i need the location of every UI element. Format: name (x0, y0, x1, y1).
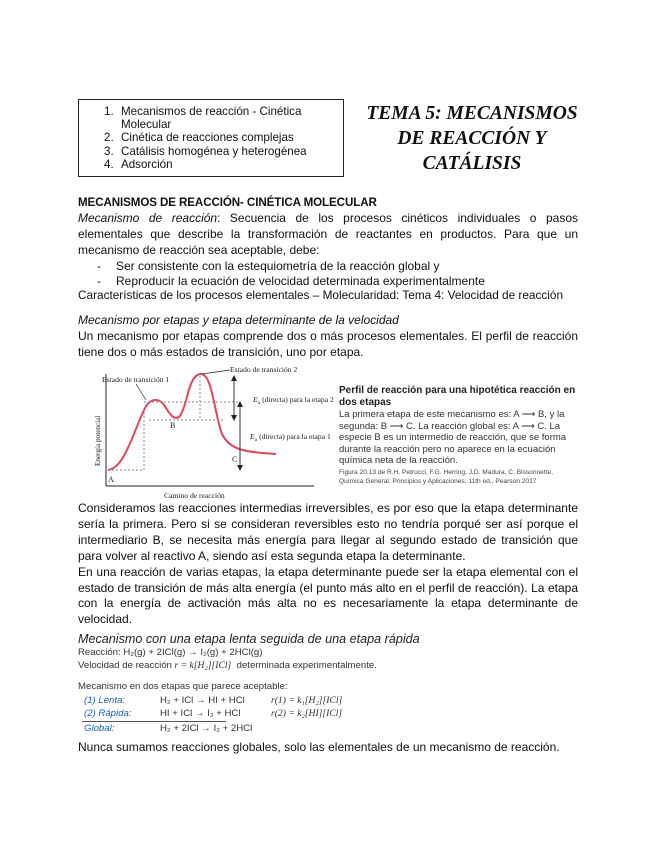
subheading: Mecanismo por etapas y etapa determinante de la velocidad (78, 313, 399, 327)
ea2-arrow-tail (231, 415, 237, 421)
step-row (84, 707, 131, 720)
toc-box (78, 99, 344, 177)
discussion-block (78, 501, 578, 628)
toc-item-label: Mecanismos de reacción - Cinética Molecular (121, 105, 302, 132)
caption-body: La primera etapa de este mecanismo es: A ⟶ B, y la segunda: B ⟶ C. La reacción global es: A ⟶ C. La especie B es un intermedio de reacción, que se forma durante la reacción pero no aparece en la ecuación química neta de la reacción. (339, 409, 567, 467)
definition-term: Mecanismo de reacción (78, 211, 218, 225)
footer-note: Nunca sumamos reacciones globales, solo las elementales de un mecanismo de reacción. (78, 740, 560, 754)
reaction-profile-figure (84, 364, 584, 504)
toc-item-number: 1. (104, 105, 114, 118)
steps-table (78, 694, 598, 736)
step-rate: r(2) = k₂[HI][ICl] (271, 707, 343, 719)
step-tag: (2) Rápida: (84, 707, 132, 719)
ea1-label: $E_a$ (directa) para la etapa 1 (250, 432, 331, 443)
x-axis-label: Camino de reacción (164, 491, 225, 500)
toc-item-label: Cinética de reacciones complejas (121, 131, 294, 145)
stages-section (78, 313, 578, 361)
toc-item (79, 158, 341, 171)
list-item-text: Ser consistente con la estequiometría de la reacción global y (116, 258, 440, 273)
definition-block (78, 211, 578, 289)
toc-item-number: 2. (104, 131, 114, 145)
characteristics-line: Características de los procesos elementales – Molecularidad: Tema 4: Velocidad de reacción (78, 288, 564, 302)
toc-item (79, 105, 341, 131)
list-item: - Ser consistente con la estequiometría de la reacción global y (97, 258, 440, 273)
label-c: C (232, 455, 238, 464)
step-equation: HI + ICl → I₂ + HCl (160, 707, 241, 719)
rate-suffix: determinada experimentalmente. (236, 660, 377, 672)
requirements-list (78, 259, 578, 289)
reaction-line: Reacción: H₂(g) + 2ICl(g) → I₂(g) + 2HCl(g) (78, 647, 263, 658)
step-equation: H₂ + 2ICl → I₂ + 2HCl (160, 722, 253, 734)
rate-prefix: Velocidad de reacción (78, 660, 172, 672)
caption-source: Figura 20.13 de R.H. Petrucci, F.G. Herring, J.D. Madura, C. Bissonnette, Química General: Principios y Aplicaciones, 11th ed., Pearson 2017 (339, 468, 554, 485)
list-item: - Reproducir la ecuación de velocidad determinada experimentalmente (97, 273, 485, 288)
two-steps-line: Mecanismo en dos etapas que parece aceptable: (78, 681, 288, 693)
label-a: A (108, 475, 114, 484)
ts2-pointer (202, 370, 230, 374)
title-line: DE REACCIÓN Y (397, 128, 547, 149)
toc-item (79, 145, 341, 158)
figure-caption (339, 385, 579, 486)
list-item-text: Reproducir la ecuación de velocidad determinada experimentalmente (116, 273, 485, 288)
energy-curve (108, 374, 276, 470)
mechanism-example (78, 632, 598, 736)
definition-text: : Secuencia de los procesos cinéticos individuales o pasos elementales que describe la transformación de reactantes en productos. Para que un mecanismo de reacción sea aceptable, debe: (78, 211, 578, 257)
toc-item-label: Adsorción (121, 157, 173, 171)
step-equation: H₂ + ICl → HI + HCl (160, 694, 245, 706)
toc-list (79, 105, 341, 171)
mechanism-title: Mecanismo con una etapa lenta seguida de una etapa rápida (78, 632, 420, 646)
page-title (352, 101, 592, 176)
paragraph: Consideramos las reacciones intermedias irreversibles, es por eso que la etapa determinante sería la primera. Pero si se consideran reversibles esto no tendría porqué ser así porque el intermediario B, se necesita más energía para llegar al segundo estado de transición que para volver al reactivo A, siendo así esta segunda etapa la determinante. (78, 501, 578, 563)
ts1-pointer (136, 384, 146, 400)
toc-item (79, 131, 341, 144)
ts1-label: Estado de transición 1 (102, 375, 170, 384)
y-axis-label: Energía potencial (94, 415, 102, 466)
caption-title: Perfil de reacción para una hipotética reacción en dos etapas (339, 385, 576, 408)
ea2-label: $E_a$ (directa) para la etapa 2 (253, 395, 334, 406)
step-row (84, 722, 114, 735)
toc-item-number: 3. (104, 144, 114, 158)
toc-item-number: 4. (104, 157, 114, 171)
toc-item-label: Catálisis homogénea y heterogénea (121, 144, 307, 158)
step-tag: Global: (84, 722, 115, 734)
intro-paragraph: Un mecanismo por etapas comprende dos o más procesos elementales. El perfil de reacción tiene dos o más estados de transición, uno por etapa. (78, 328, 578, 359)
paragraph: En una reacción de varias etapas, la etapa determinante puede ser la etapa elemental con el estado de transición de más alta energía (el punto más alto en el perfil de reacción). La etapa con la energía de activación más alta no es necesariamente la etapa determinante de velocidad. (78, 564, 578, 627)
definition-paragraph (78, 211, 578, 259)
title-line: CATÁLISIS (422, 153, 522, 174)
step-row (84, 694, 125, 707)
energy-profile-chart (84, 364, 344, 504)
rate-line (78, 659, 598, 672)
label-b: B (170, 421, 176, 430)
ea2-arrow-head (231, 375, 237, 381)
ts2-label: Estado de transición 2 (230, 365, 298, 374)
step-tag: (1) Lenta: (84, 694, 126, 706)
rate-equation: r = k[H₂][ICl] (174, 660, 232, 672)
title-line: TEMA 5: MECANISMOS (366, 103, 578, 124)
section-heading: MECANISMOS DE REACCIÓN- CINÉTICA MOLECULAR (78, 196, 377, 209)
step-rate: r(1) = k₁[H₂][ICl] (271, 694, 343, 706)
ea1-arrow-tail (237, 465, 243, 471)
